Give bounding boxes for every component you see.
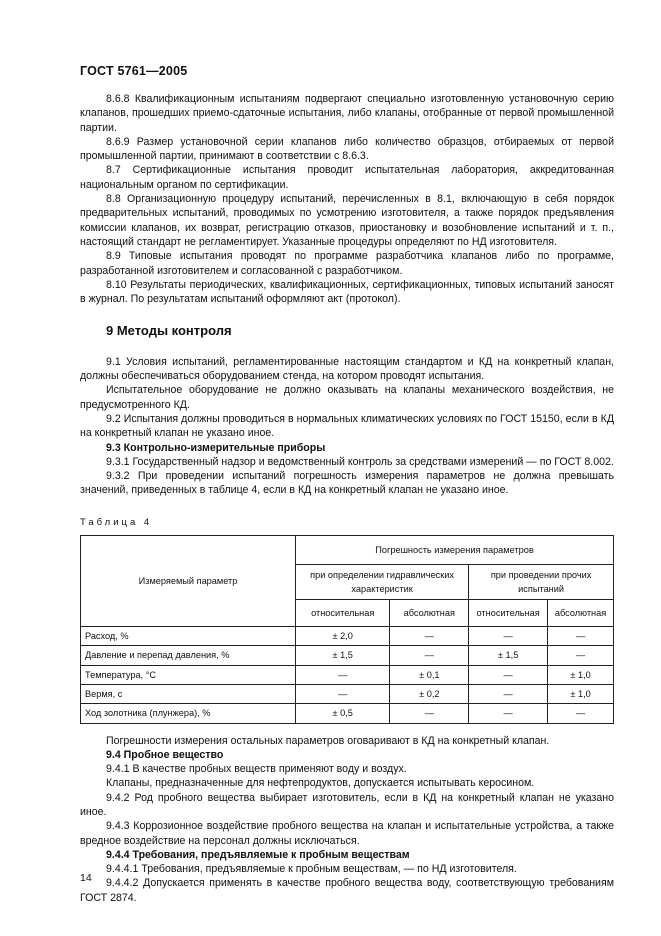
cell-value: — bbox=[296, 684, 390, 703]
cell-value: ± 1,5 bbox=[469, 646, 548, 665]
paragraph: Клапаны, предназначенные для нефтепродуктов, допускается испытывать керосином. bbox=[106, 777, 535, 790]
cell-value: ± 2,0 bbox=[296, 627, 390, 646]
table-row bbox=[81, 665, 614, 684]
paragraph: 9.4.1 В качестве пробных веществ применяют воду и воздух. bbox=[106, 763, 407, 776]
header-sub-rel: относительная bbox=[469, 600, 548, 627]
paragraph: 9.4.3 Коррозионное воздействие пробного вещества на клапан и испытательные устройства, а также вредное воздействие на персонал должны исключаться. bbox=[80, 820, 614, 847]
document-header: ГОСТ 5761—2005 bbox=[80, 64, 188, 78]
header-group-other: при проведении прочих испытаний bbox=[469, 565, 614, 600]
cell-value: — bbox=[469, 704, 548, 723]
row-label: Расход, % bbox=[81, 627, 296, 646]
subsection-title: 9.4.4 Требования, предъявляемые к пробным веществам bbox=[106, 848, 410, 861]
table-row bbox=[81, 684, 614, 703]
row-label: Вермя, с bbox=[81, 684, 296, 703]
row-label: Давление и перепад давления, % bbox=[81, 646, 296, 665]
cell-value: — bbox=[390, 627, 469, 646]
paragraph: Погрешности измерения остальных параметров оговаривают в КД на конкретный клапан. bbox=[106, 734, 550, 747]
cell-value: — bbox=[296, 665, 390, 684]
page-number: 14 bbox=[80, 872, 92, 884]
cell-value: — bbox=[548, 646, 614, 665]
paragraph: 8.8 Организационную процедуру испытаний, перечисленных в 8.1, включающую в себя порядок предварительных испытаний, проводимых по усмотрению изготовителя, а также порядок предъявления комиссии клапанов, их возврат, регистрацию отказов, приостановку и возобновление испытаний и т. п., настоящий стандарт не регламентирует. Указанные процедуры определяют по НД изготовителя. bbox=[80, 193, 614, 248]
cell-value: — bbox=[548, 704, 614, 723]
table-row bbox=[81, 704, 614, 723]
table-caption: Таблица 4 bbox=[80, 516, 153, 528]
subsection-title: 9.4 Пробное вещество bbox=[106, 748, 224, 761]
paragraph: 9.3.2 При проведении испытаний погрешность измерения параметров не должна превышать значений, приведенных в таблице 4, если в КД на конкретный клапан не указано иное. bbox=[80, 470, 614, 497]
page-body bbox=[80, 92, 614, 905]
paragraph: 9.2 Испытания должны проводиться в нормальных климатических условиях по ГОСТ 15150, если в КД на конкретный клапан не указано иное. bbox=[80, 412, 614, 440]
cell-value: — bbox=[469, 627, 548, 646]
paragraph: 8.6.8 Квалификационным испытаниям подвергают специально изготовленную установочную серию клапанов, прошедших приемо-сдаточные испытания, либо клапаны, отобранные от первой промышленной партии. bbox=[80, 93, 614, 134]
header-sub-abs: абсолютная bbox=[548, 600, 614, 627]
paragraph: 9.4.2 Род пробного вещества выбирает изготовитель, если в КД на конкретный клапан не указано иное. bbox=[80, 791, 614, 818]
paragraph: 8.10 Результаты периодических, квалификационных, сертификационных, типовых испытаний заносят в журнал. По результатам испытаний оформляют акт (протокол). bbox=[80, 278, 614, 306]
row-label: Ход золотника (плунжера), % bbox=[81, 704, 296, 723]
header-sub-abs: абсолютная bbox=[390, 600, 469, 627]
table-row bbox=[81, 646, 614, 665]
cell-value: ± 1,5 bbox=[296, 646, 390, 665]
paragraph: 8.7 Сертификационные испытания проводит испытательная лаборатория, аккредитованная национальным органом по сертификации. bbox=[80, 164, 614, 191]
header-error: Погрешность измерения параметров bbox=[296, 536, 614, 565]
cell-value: ± 0,1 bbox=[390, 665, 469, 684]
paragraph: 9.4.4.1 Требования, предъявляемые к пробным веществам, — по НД изготовителя. bbox=[106, 863, 517, 876]
cell-value: ± 1,0 bbox=[548, 665, 614, 684]
paragraph: 9.4.4.2 Допускается применять в качестве пробного вещества воду, соответствующую требованиям ГОСТ 2874. bbox=[80, 877, 614, 904]
cell-value: ± 1,0 bbox=[548, 684, 614, 703]
paragraph: Испытательное оборудование не должно оказывать на клапаны механического воздействия, не предусмотренного КД. bbox=[80, 384, 614, 411]
section-title: 9 Методы контроля bbox=[106, 323, 232, 339]
cell-value: ± 0,2 bbox=[390, 684, 469, 703]
cell-value: — bbox=[390, 704, 469, 723]
cell-value: — bbox=[548, 627, 614, 646]
cell-value: — bbox=[390, 646, 469, 665]
header-sub-rel: относительная bbox=[296, 600, 390, 627]
paragraph: 9.1 Условия испытаний, регламентированные настоящим стандартом и КД на конкретный клапан, должны обеспечиваться оборудованием стенда, на котором проводят испытания. bbox=[80, 355, 614, 383]
subsection-title: 9.3 Контрольно-измерительные приборы bbox=[106, 441, 326, 454]
cell-value: — bbox=[469, 684, 548, 703]
cell-value: — bbox=[469, 665, 548, 684]
header-group-hydro: при определении гидравлических характеристик bbox=[296, 565, 469, 600]
header-param: Измеряемый параметр bbox=[81, 536, 296, 627]
row-label: Температура, °С bbox=[81, 665, 296, 684]
table-row bbox=[81, 627, 614, 646]
paragraph: 9.3.1 Государственный надзор и ведомственный контроль за средствами измерений — по ГОСТ 8.002. bbox=[106, 455, 614, 468]
paragraph: 8.9 Типовые испытания проводят по программе разработчика клапанов либо по программе, разработанной изготовителем и согласованной с разработчиком. bbox=[80, 250, 614, 277]
paragraph: 8.6.9 Размер установочной серии клапанов либо количество образцов, отбираемых от первой промышленной партии, принимают в соответствии с 8.6.3. bbox=[80, 135, 614, 163]
measurement-error-table bbox=[80, 535, 614, 723]
cell-value: ± 0,5 bbox=[296, 704, 390, 723]
